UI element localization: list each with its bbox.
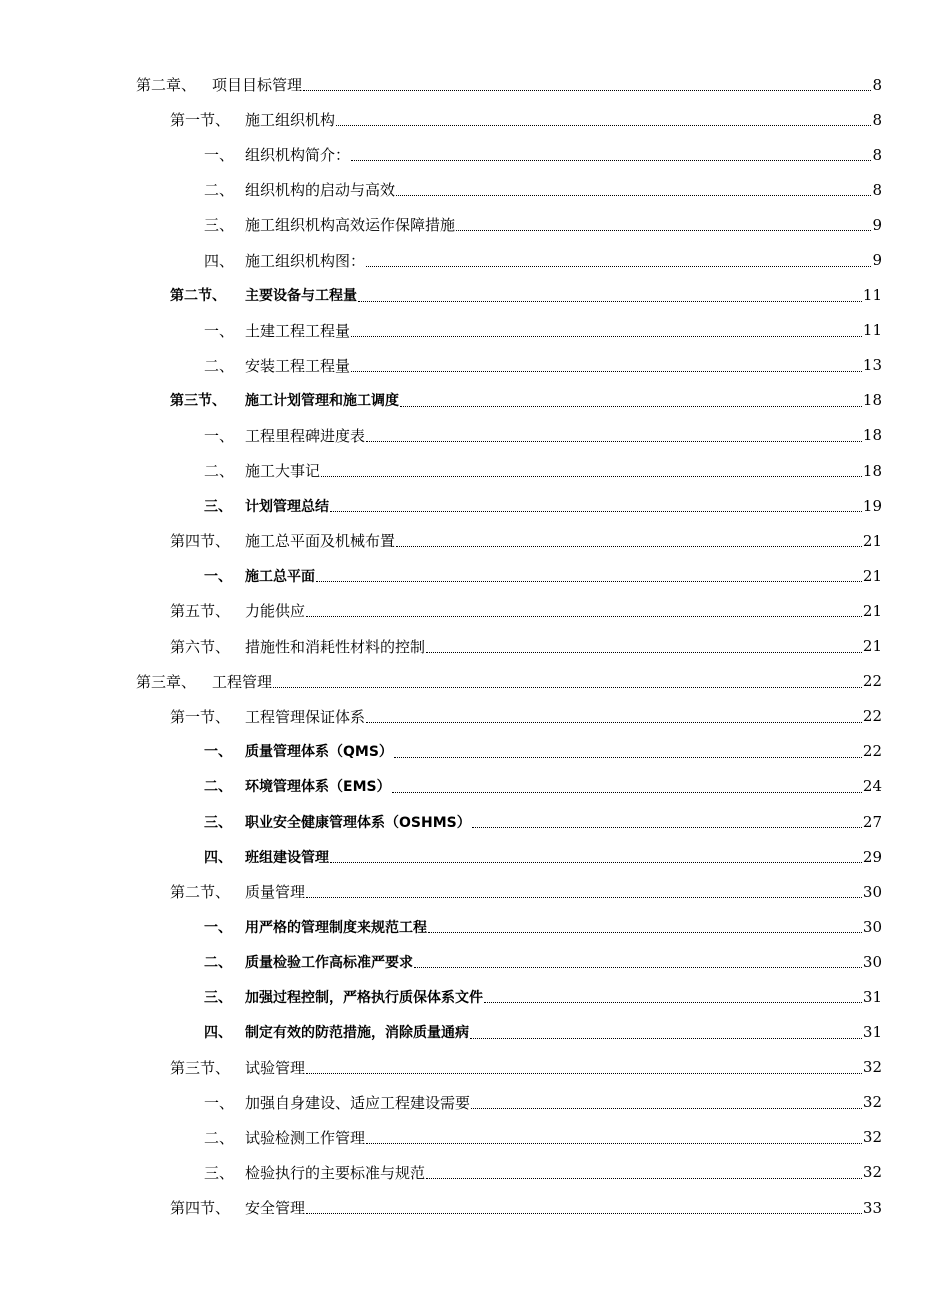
- dot-leader: [426, 1178, 862, 1179]
- toc-entry-title: 安全管理: [245, 1199, 306, 1218]
- toc-entry-title: 施工总平面: [245, 568, 315, 585]
- toc-entry[interactable]: [0, 909, 950, 944]
- toc-entry[interactable]: [0, 699, 950, 734]
- toc-entry-number: 二、: [204, 462, 235, 481]
- toc-entry-number: 第二章、: [136, 76, 197, 95]
- toc-entry-number: 第五节、: [170, 602, 231, 621]
- toc-entry-page-number: 18: [862, 391, 882, 410]
- toc-entry-page-number: 24: [862, 777, 882, 796]
- toc-entry[interactable]: [0, 839, 950, 874]
- toc-entry-page-number: 27: [862, 812, 882, 831]
- toc-entry-page-number: 13: [862, 356, 882, 375]
- toc-entry-title: 力能供应: [245, 602, 306, 621]
- toc-entry-page-number: 30: [862, 917, 882, 936]
- toc-entry-number: 第六节、: [170, 637, 231, 656]
- toc-entry-title: 制定有效的防范措施，消除质量通病: [245, 1025, 469, 1042]
- toc-entry-number: 第三节、: [170, 393, 226, 410]
- toc-entry-title: 加强过程控制，严格执行质保体系文件: [245, 989, 483, 1006]
- toc-entry[interactable]: [0, 67, 950, 102]
- toc-entry[interactable]: [0, 1190, 950, 1225]
- dot-leader: [428, 932, 862, 933]
- dot-leader: [400, 406, 862, 407]
- toc-entry-title: 工程管理: [212, 672, 273, 691]
- toc-entry[interactable]: [0, 418, 950, 453]
- toc-entry-page-number: 8: [872, 110, 882, 129]
- toc-entry-number: 一、: [204, 146, 235, 165]
- dot-leader: [303, 90, 871, 91]
- toc-entry-title: 项目目标管理: [212, 76, 303, 95]
- dot-leader: [273, 687, 862, 688]
- toc-entry-title: 土建工程工程量: [245, 321, 351, 340]
- toc-entry-title: 试验管理: [245, 1058, 306, 1077]
- toc-entry-title: 工程里程碑进度表: [245, 426, 366, 445]
- toc-entry[interactable]: [0, 593, 950, 628]
- toc-entry-page-number: 29: [862, 847, 882, 866]
- toc-entry[interactable]: [0, 242, 950, 277]
- toc-entry-title: 质量检验工作高标准严要求: [245, 954, 413, 971]
- dot-leader: [392, 792, 862, 793]
- toc-entry[interactable]: [0, 1015, 950, 1050]
- toc-entry-number: 四、: [204, 1025, 232, 1042]
- toc-entry-title: 施工计划管理和施工调度: [245, 393, 399, 410]
- toc-entry-number: 一、: [204, 1093, 235, 1112]
- toc-entry[interactable]: [0, 944, 950, 979]
- toc-entry-title: 质量管理: [245, 883, 306, 902]
- dot-leader: [471, 1108, 862, 1109]
- toc-entry-title: 试验检测工作管理: [245, 1128, 366, 1147]
- toc-entry-number: 一、: [204, 919, 232, 936]
- toc-entry-title: 用严格的管理制度来规范工程: [245, 919, 427, 936]
- toc-entry-page-number: 11: [862, 286, 882, 305]
- dot-leader: [456, 230, 871, 231]
- dot-leader: [358, 301, 862, 302]
- toc-entry-number: 第二节、: [170, 883, 231, 902]
- dot-leader: [316, 581, 862, 582]
- toc-entry-page-number: 32: [862, 1163, 882, 1182]
- dot-leader: [306, 1073, 862, 1074]
- toc-entry[interactable]: [0, 664, 950, 699]
- toc-entry-number: 二、: [204, 1128, 235, 1147]
- toc-entry[interactable]: [0, 1120, 950, 1155]
- toc-entry-number: 第一节、: [170, 707, 231, 726]
- toc-entry[interactable]: [0, 1085, 950, 1120]
- dot-leader: [306, 1213, 862, 1214]
- toc-entry-title: 检验执行的主要标准与规范: [245, 1163, 426, 1182]
- toc-entry-title: 施工大事记: [245, 462, 321, 481]
- toc-entry-number: 三、: [204, 814, 232, 831]
- toc-entry-number: 第三节、: [170, 1058, 231, 1077]
- toc-entry[interactable]: [0, 979, 950, 1014]
- toc-entry-title: 施工组织机构: [245, 111, 336, 130]
- dot-leader: [336, 125, 871, 126]
- dot-leader: [426, 652, 862, 653]
- dot-leader: [330, 511, 862, 512]
- toc-entry-page-number: 9: [872, 215, 882, 234]
- dot-leader: [366, 722, 862, 723]
- toc-entry-page-number: 19: [862, 496, 882, 515]
- toc-entry-number: 第四节、: [170, 532, 231, 551]
- toc-entry-title: 施工组织机构高效运作保障措施: [245, 216, 456, 235]
- dot-leader: [366, 1143, 862, 1144]
- dot-leader: [351, 371, 862, 372]
- toc-entry-title: 施工总平面及机械布置: [245, 532, 396, 551]
- toc-entry[interactable]: [0, 1155, 950, 1190]
- toc-entry-page-number: 18: [862, 426, 882, 445]
- toc-entry[interactable]: [0, 734, 950, 769]
- toc-entry-page-number: 8: [872, 180, 882, 199]
- toc-entry[interactable]: [0, 348, 950, 383]
- toc-entry-title: 组织机构简介：: [245, 146, 351, 165]
- toc-entry-page-number: 8: [872, 75, 882, 94]
- toc-entry[interactable]: [0, 453, 950, 488]
- dot-leader: [470, 1038, 862, 1039]
- dot-leader: [472, 827, 862, 828]
- toc-entry-number: 二、: [204, 356, 235, 375]
- toc-entry-page-number: 32: [862, 1058, 882, 1077]
- toc-entry[interactable]: [0, 558, 950, 593]
- toc-entry-page-number: 22: [862, 707, 882, 726]
- toc-entry-page-number: 22: [862, 742, 882, 761]
- dot-leader: [396, 195, 871, 196]
- toc-entry[interactable]: [0, 488, 950, 523]
- toc-entry-page-number: 9: [872, 251, 882, 270]
- toc-entry-title: 施工组织机构图：: [245, 251, 366, 270]
- toc-entry-number: 三、: [204, 1163, 235, 1182]
- toc-entry[interactable]: [0, 137, 950, 172]
- toc-entry[interactable]: [0, 629, 950, 664]
- toc-entry-page-number: 31: [862, 1023, 882, 1042]
- toc-page: [0, 67, 950, 1225]
- toc-entry[interactable]: [0, 874, 950, 909]
- toc-entry-number: 三、: [204, 989, 232, 1006]
- toc-entry[interactable]: [0, 1050, 950, 1085]
- dot-leader: [394, 757, 862, 758]
- dot-leader: [330, 862, 862, 863]
- toc-entry-number: 三、: [204, 498, 232, 515]
- toc-entry-title: 主要设备与工程量: [245, 288, 357, 305]
- dot-leader: [351, 336, 862, 337]
- toc-entry[interactable]: [0, 102, 950, 137]
- toc-entry-title: 安装工程工程量: [245, 356, 351, 375]
- toc-entry[interactable]: [0, 383, 950, 418]
- toc-entry[interactable]: [0, 172, 950, 207]
- toc-entry-page-number: 32: [862, 1093, 882, 1112]
- toc-entry-page-number: 33: [862, 1198, 882, 1217]
- toc-entry-number: 一、: [204, 321, 235, 340]
- toc-entry-number: 二、: [204, 181, 235, 200]
- toc-entry-title: 加强自身建设、适应工程建设需要: [245, 1093, 471, 1112]
- toc-entry[interactable]: [0, 804, 950, 839]
- toc-entry-page-number: 11: [862, 321, 882, 340]
- dot-leader: [366, 441, 862, 442]
- toc-entry-number: 二、: [204, 779, 232, 796]
- dot-leader: [484, 1002, 862, 1003]
- toc-entry-page-number: 31: [862, 987, 882, 1006]
- toc-entry-number: 四、: [204, 849, 232, 866]
- dot-leader: [351, 160, 871, 161]
- toc-entry-page-number: 32: [862, 1128, 882, 1147]
- toc-entry[interactable]: [0, 207, 950, 242]
- toc-entry-number: 二、: [204, 954, 232, 971]
- toc-entry[interactable]: [0, 278, 950, 313]
- toc-entry-page-number: 30: [862, 882, 882, 901]
- dot-leader: [306, 616, 862, 617]
- toc-entry-number: 第三章、: [136, 672, 197, 691]
- dot-leader: [321, 476, 862, 477]
- dot-leader: [366, 266, 871, 267]
- toc-entry-number: 一、: [204, 426, 235, 445]
- toc-entry-number: 第一节、: [170, 111, 231, 130]
- toc-entry-page-number: 18: [862, 461, 882, 480]
- toc-entry-title: 质量管理体系（QMS）: [245, 744, 393, 761]
- toc-entry-number: 一、: [204, 744, 232, 761]
- toc-entry-number: 一、: [204, 568, 232, 585]
- toc-entry-page-number: 30: [862, 952, 882, 971]
- toc-entry-number: 第四节、: [170, 1199, 231, 1218]
- toc-entry-title: 措施性和消耗性材料的控制: [245, 637, 426, 656]
- toc-entry-page-number: 8: [872, 145, 882, 164]
- toc-entry-title: 工程管理保证体系: [245, 707, 366, 726]
- toc-entry-title: 班组建设管理: [245, 849, 329, 866]
- toc-entry-page-number: 21: [862, 601, 882, 620]
- toc-entry-number: 四、: [204, 251, 235, 270]
- toc-entry-page-number: 21: [862, 566, 882, 585]
- dot-leader: [306, 897, 862, 898]
- toc-entry-title: 环境管理体系（EMS）: [245, 779, 391, 796]
- dot-leader: [414, 967, 862, 968]
- toc-entry-number: 三、: [204, 216, 235, 235]
- toc-entry-title: 计划管理总结: [245, 498, 329, 515]
- toc-entry-page-number: 21: [862, 531, 882, 550]
- dot-leader: [396, 546, 862, 547]
- toc-entry[interactable]: [0, 523, 950, 558]
- toc-entry-number: 第二节、: [170, 288, 226, 305]
- toc-entry[interactable]: [0, 769, 950, 804]
- toc-entry-page-number: 21: [862, 637, 882, 656]
- toc-entry[interactable]: [0, 313, 950, 348]
- toc-entry-title: 职业安全健康管理体系（OSHMS）: [245, 814, 471, 831]
- toc-entry-page-number: 22: [862, 672, 882, 691]
- toc-entry-title: 组织机构的启动与高效: [245, 181, 396, 200]
